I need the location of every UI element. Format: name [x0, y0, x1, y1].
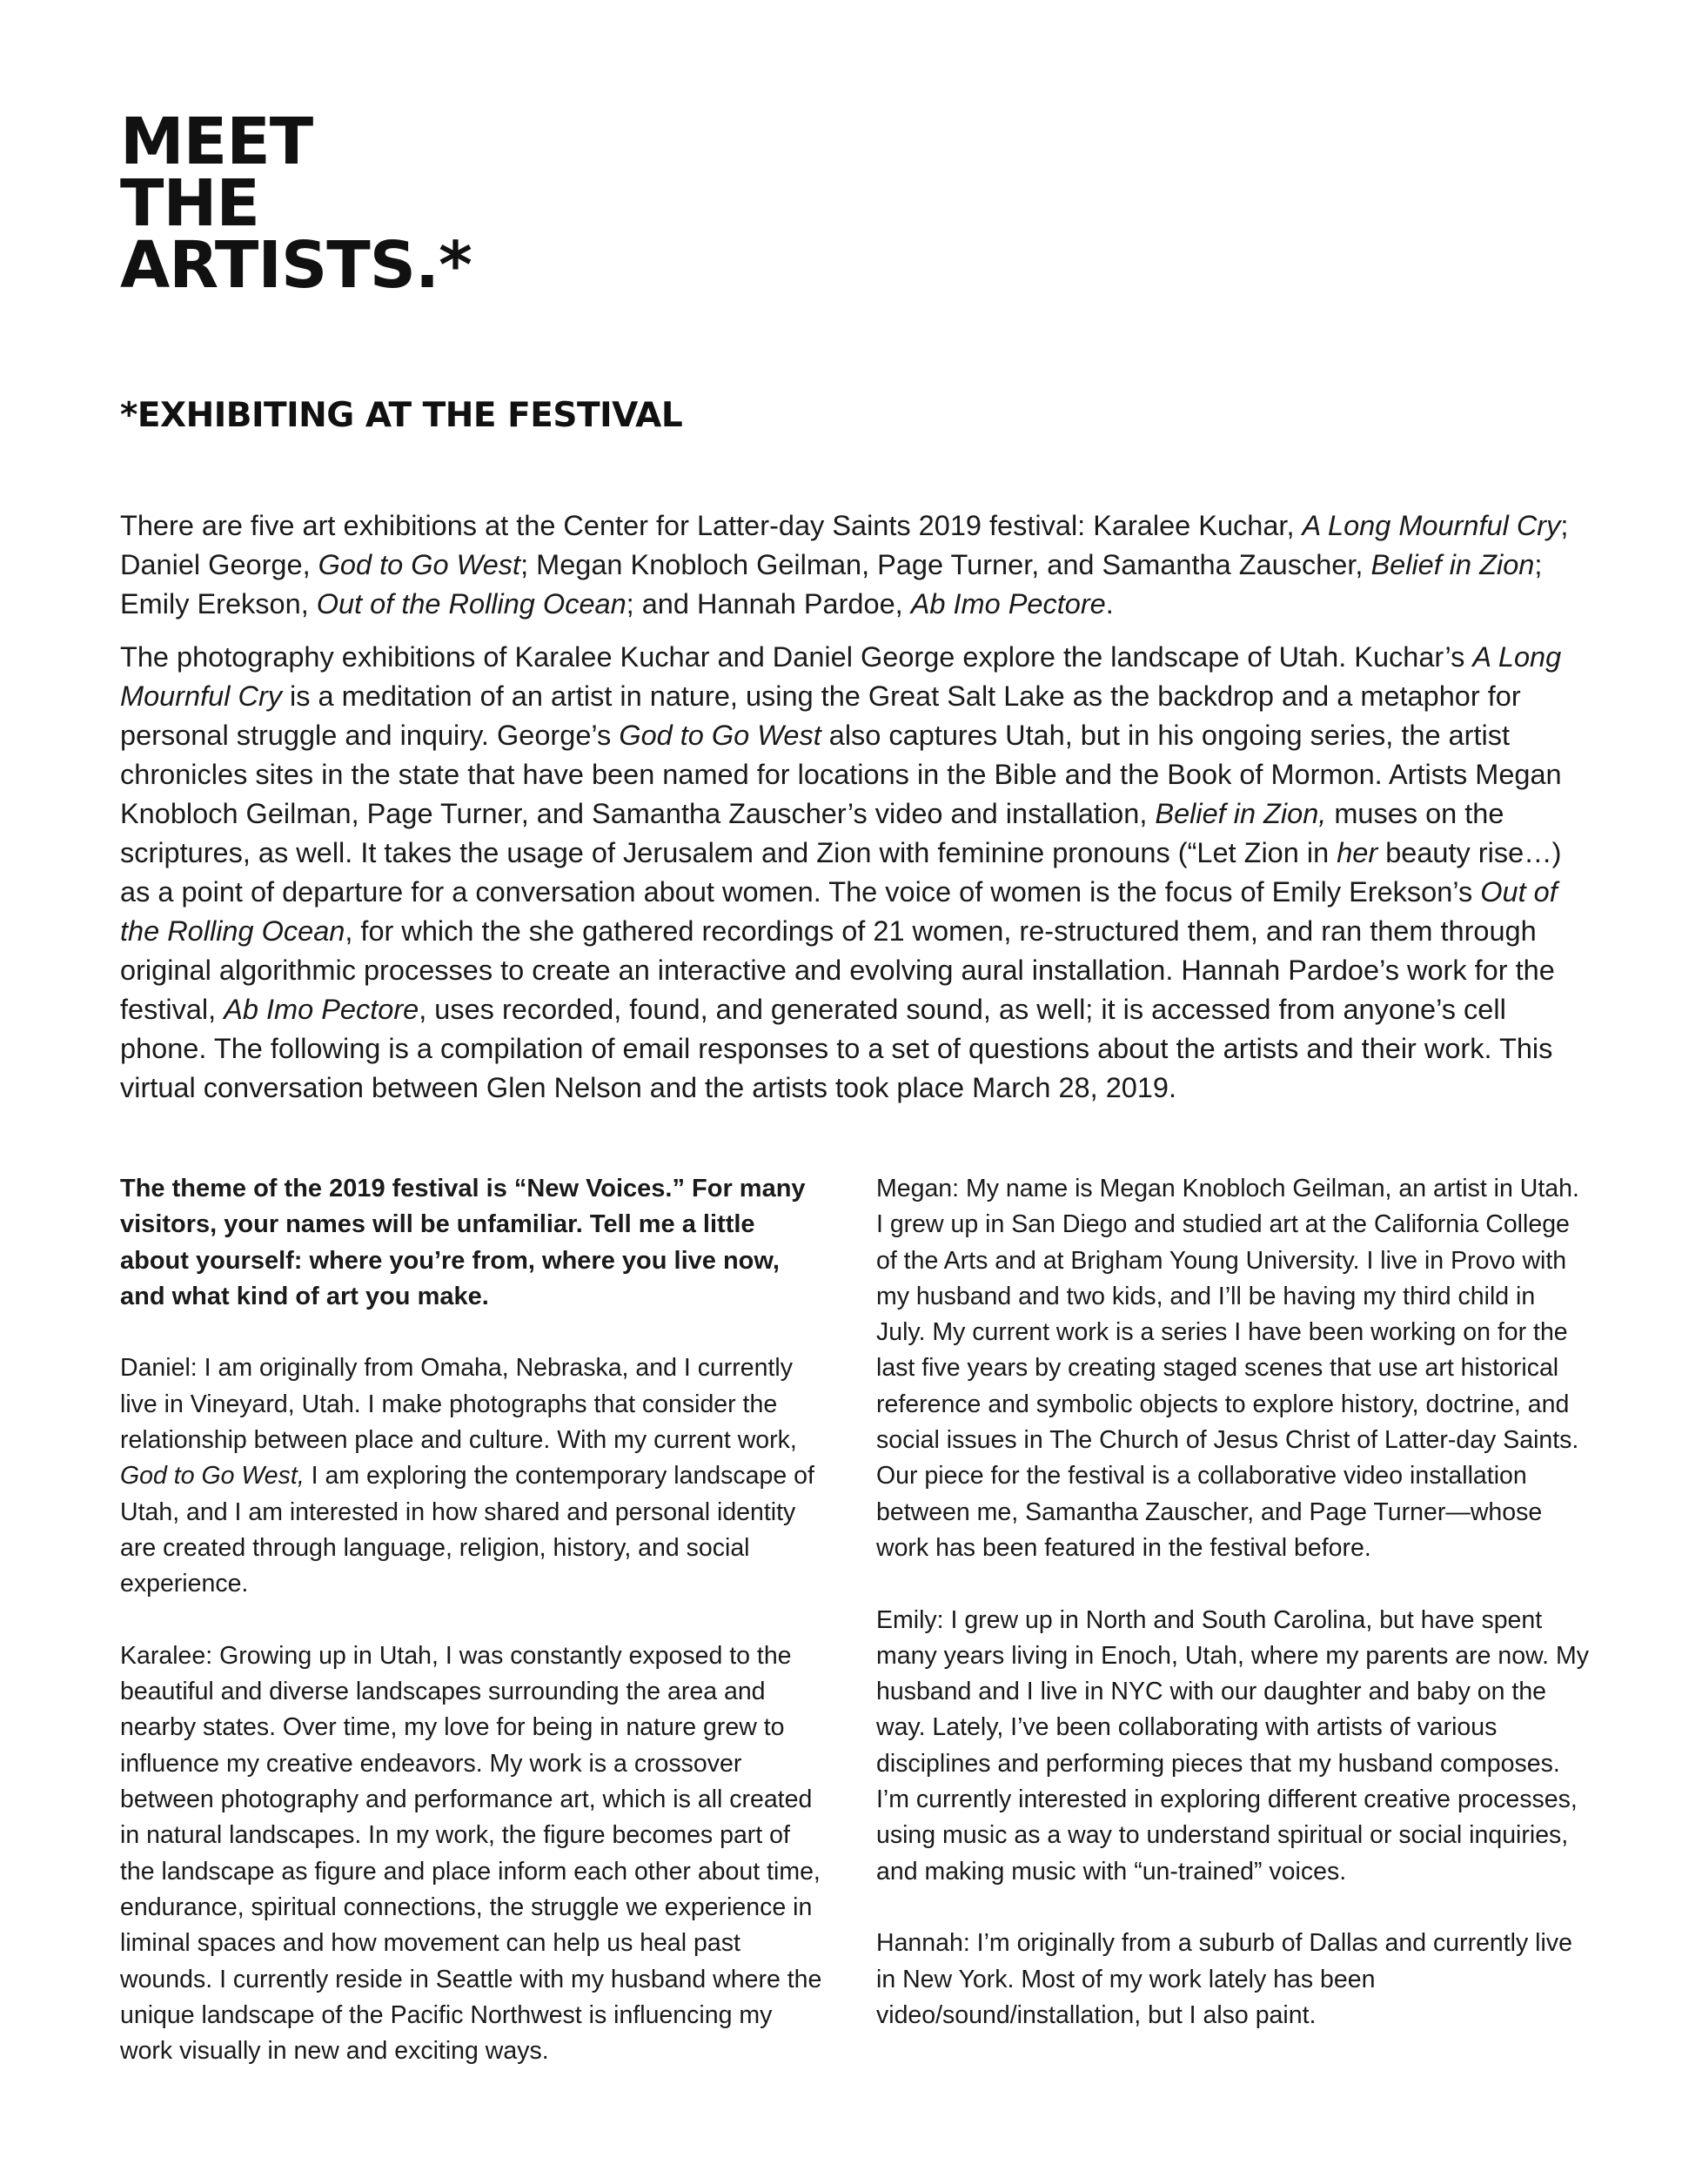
- intro-p2-text-f: , for which the she gathered recordings of 21 women, re-structured them, and ran them through original algorithmic processes to create an interactive and evolving aural installation. Hannah Pardoe’s work for the festival,: [120, 915, 1555, 1025]
- right-column: [876, 1171, 1590, 2069]
- title-line-3: ARTISTS.*: [120, 228, 472, 303]
- intro-p2-title-f: Ab Imo Pectore: [224, 994, 419, 1025]
- intro-p1-title-e: Ab Imo Pectore: [910, 588, 1106, 620]
- section-subtitle: *EXHIBITING AT THE FESTIVAL: [120, 396, 683, 435]
- intro-p2-text-e: beauty rise…) as a point of departure for a conversation about women. The voice of women is the focus of Emily Erekson’s: [120, 837, 1562, 908]
- answer-daniel-title: God to Go West,: [120, 1462, 305, 1491]
- intro-p1-text-a: There are five art exhibitions at the Center for Latter-day Saints 2019 festival: Karalee Kuchar,: [120, 510, 1303, 541]
- intro-p1-text-d: ; Emily Erekson,: [120, 549, 1543, 620]
- left-column: [120, 1171, 825, 2106]
- intro-p2-text-d: muses on the scriptures, as well. It takes the usage of Jerusalem and Zion with feminine pronouns (“Let Zion in: [120, 798, 1504, 868]
- answer-daniel: [120, 1350, 825, 1602]
- intro-p2-text-a: The photography exhibitions of Karalee Kuchar and Daniel George explore the landscape of Utah. Kuchar’s: [120, 641, 1473, 673]
- title-line-2: THE: [120, 166, 259, 241]
- intro-p2-title-a: A Long Mournful Cry: [120, 641, 1562, 712]
- intro-paragraph-1: [120, 506, 1591, 624]
- answer-karalee: Karalee: Growing up in Utah, I was constantly exposed to the beautiful and diverse landscapes surrounding the area and nearby states. Over time, my love for being in nature grew to influence my creative endeavors. My work is a crossover between photography and performance art, which is all created in natural landscapes. In my work, the figure becomes part of the landscape as figure and place inform each other about time, endurance, spiritual connections, the struggle we experience in liminal spaces and how movement can help us heal past wounds. I currently reside in Seattle with my husband where the unique landscape of the Pacific Northwest is influencing my work visually in new and exciting ways.: [120, 1641, 822, 2066]
- intro-p1-title-b: God to Go West: [318, 549, 521, 580]
- intro-p1-text-c: ; Megan Knobloch Geilman, Page Turner, and Samantha Zauscher,: [520, 549, 1371, 580]
- intro-p2-title-b: God to Go West: [619, 720, 821, 751]
- intro-p2-title-c: Belief in Zion,: [1155, 798, 1327, 829]
- intro-p2-title-e: Out of the Rolling Ocean: [120, 876, 1558, 947]
- intro-p2-emphasis-her: her: [1337, 837, 1378, 868]
- intro-p2-text-c: also captures Utah, but in his ongoing series, the artist chronicles sites in the state that have been named for locations in the Bible and the Book of Mormon. Artists Megan Knobloch Geilman, Page Turner, and Samantha Zauscher’s video and installation,: [120, 720, 1562, 829]
- answer-hannah: Hannah: I’m originally from a suburb of Dallas and currently live in New York. Most of my work lately has been video/sound/installation, but I also paint.: [876, 1929, 1572, 2029]
- answer-daniel-text-b: I am exploring the contemporary landscape of Utah, and I am interested in how shared and personal identity are created through language, religion, history, and social experience.: [120, 1462, 814, 1598]
- intro-paragraph-2: [120, 638, 1591, 1108]
- intro-p1-title-d: Out of the Rolling Ocean: [316, 588, 627, 620]
- answer-daniel-text-a: Daniel: I am originally from Omaha, Nebraska, and I currently live in Vineyard, Utah. I make photographs that consider the relationship between place and culture. With my current work,: [120, 1354, 797, 1455]
- intro-p2-text-b: is a meditation of an artist in nature, using the Great Salt Lake as the backdrop and a metaphor for personal struggle and inquiry. George’s: [120, 680, 1521, 751]
- intro-p1-title-a: A Long Mournful Cry: [1302, 510, 1561, 541]
- intro-p2-text-g: , uses recorded, found, and generated sound, as well; it is accessed from anyone’s cell phone. The following is a compilation of email responses to a set of questions about the artists and their work. This virtual conversation between Glen Nelson and the artists took place March 28, 2019.: [120, 994, 1553, 1103]
- intro-section: [120, 506, 1591, 1122]
- intro-p1-text-b: ; Daniel George,: [120, 510, 1569, 580]
- answer-megan: Megan: My name is Megan Knobloch Geilman, an artist in Utah. I grew up in San Diego and studied art at the California College of the Arts and at Brigham Young University. I live in Provo with my husband and two kids, and I’ll be having my third child in July. My current work is a series I have been working on for the last five years by creating staged scenes that use art historical reference and symbolic objects to explore history, doctrine, and social issues in The Church of Jesus Christ of Latter-day Saints. Our piece for the festival is a collaborative video installation between me, Samantha Zauscher, and Page Turner—whose work has been featured in the festival before.: [876, 1175, 1579, 1562]
- intro-p1-text-e: ; and Hannah Pardoe,: [626, 588, 911, 620]
- answer-emily: Emily: I grew up in North and South Carolina, but have spent many years living in Enoch, Utah, where my parents are now. My husband and I live in NYC with our daughter and baby on the way. Lately, I’ve been collaborating with artists of various disciplines and performing pieces that my husband composes. I’m currently interested in exploring different creative processes, using music as a way to understand spiritual or social inquiries, and making music with “un-trained” voices.: [876, 1605, 1589, 1886]
- interview-question: The theme of the 2019 festival is “New Voices.” For many visitors, your names will be unfamiliar. Tell me a little about yourself: where you’re from, where you live now, and what kind of art you make.: [120, 1175, 806, 1310]
- page-title: [120, 104, 903, 303]
- title-line-1: MEET: [120, 104, 313, 179]
- intro-p1-title-c: Belief in Zion: [1370, 549, 1535, 580]
- intro-p1-text-f: .: [1105, 588, 1114, 620]
